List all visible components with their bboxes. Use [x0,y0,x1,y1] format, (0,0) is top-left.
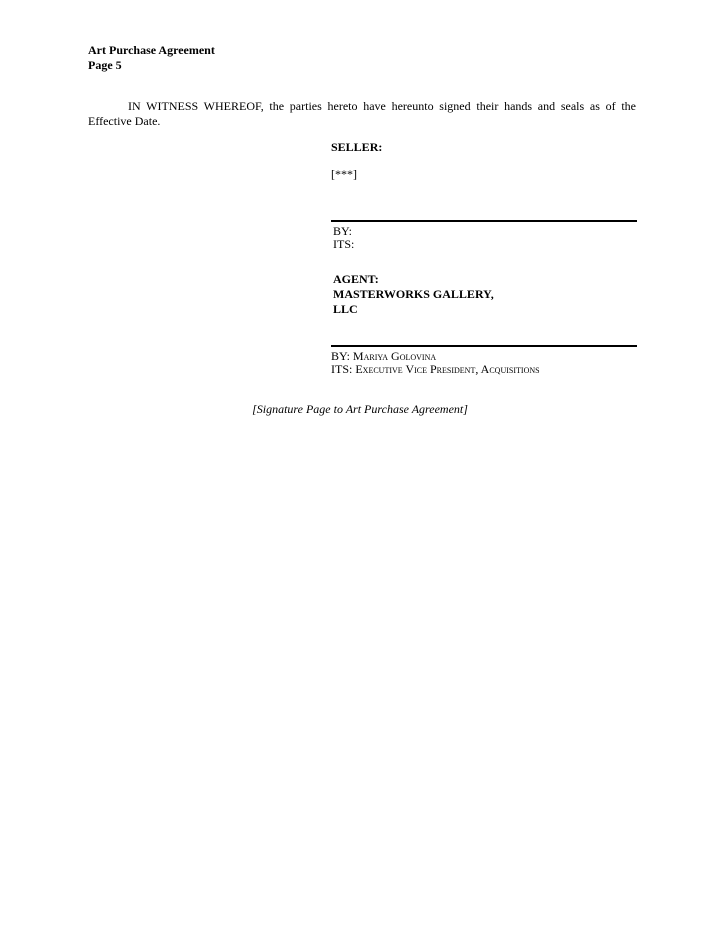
agent-by-value: Mariya Golovina [352,349,437,363]
agent-heading [333,272,494,317]
agent-by-label: BY: [331,349,350,363]
agent-heading-line-1: AGENT: [333,272,379,286]
witness-paragraph: IN WITNESS WHEREOF, the parties hereto have hereunto signed their hands and seals as of the Effective Date. [88,99,636,128]
agent-its-row [331,362,540,377]
agent-heading-line-2: MASTERWORKS GALLERY, [333,287,494,301]
page-number: Page 5 [88,58,122,72]
agent-its-value: Executive Vice President, Acquisitions [355,362,540,376]
seller-heading: SELLER: [331,140,383,154]
agent-signature-line [331,345,637,347]
signature-page-caption: [Signature Page to Art Purchase Agreement] [252,402,468,416]
seller-signature-line [331,220,637,222]
seller-its-label: ITS: [333,237,355,251]
document-header [88,43,215,73]
document-title: Art Purchase Agreement [88,43,215,57]
agent-heading-line-3: LLC [333,302,358,316]
agent-its-label: ITS: [331,362,353,376]
seller-by-label: BY: [333,224,352,238]
seller-name: [***] [331,167,357,181]
